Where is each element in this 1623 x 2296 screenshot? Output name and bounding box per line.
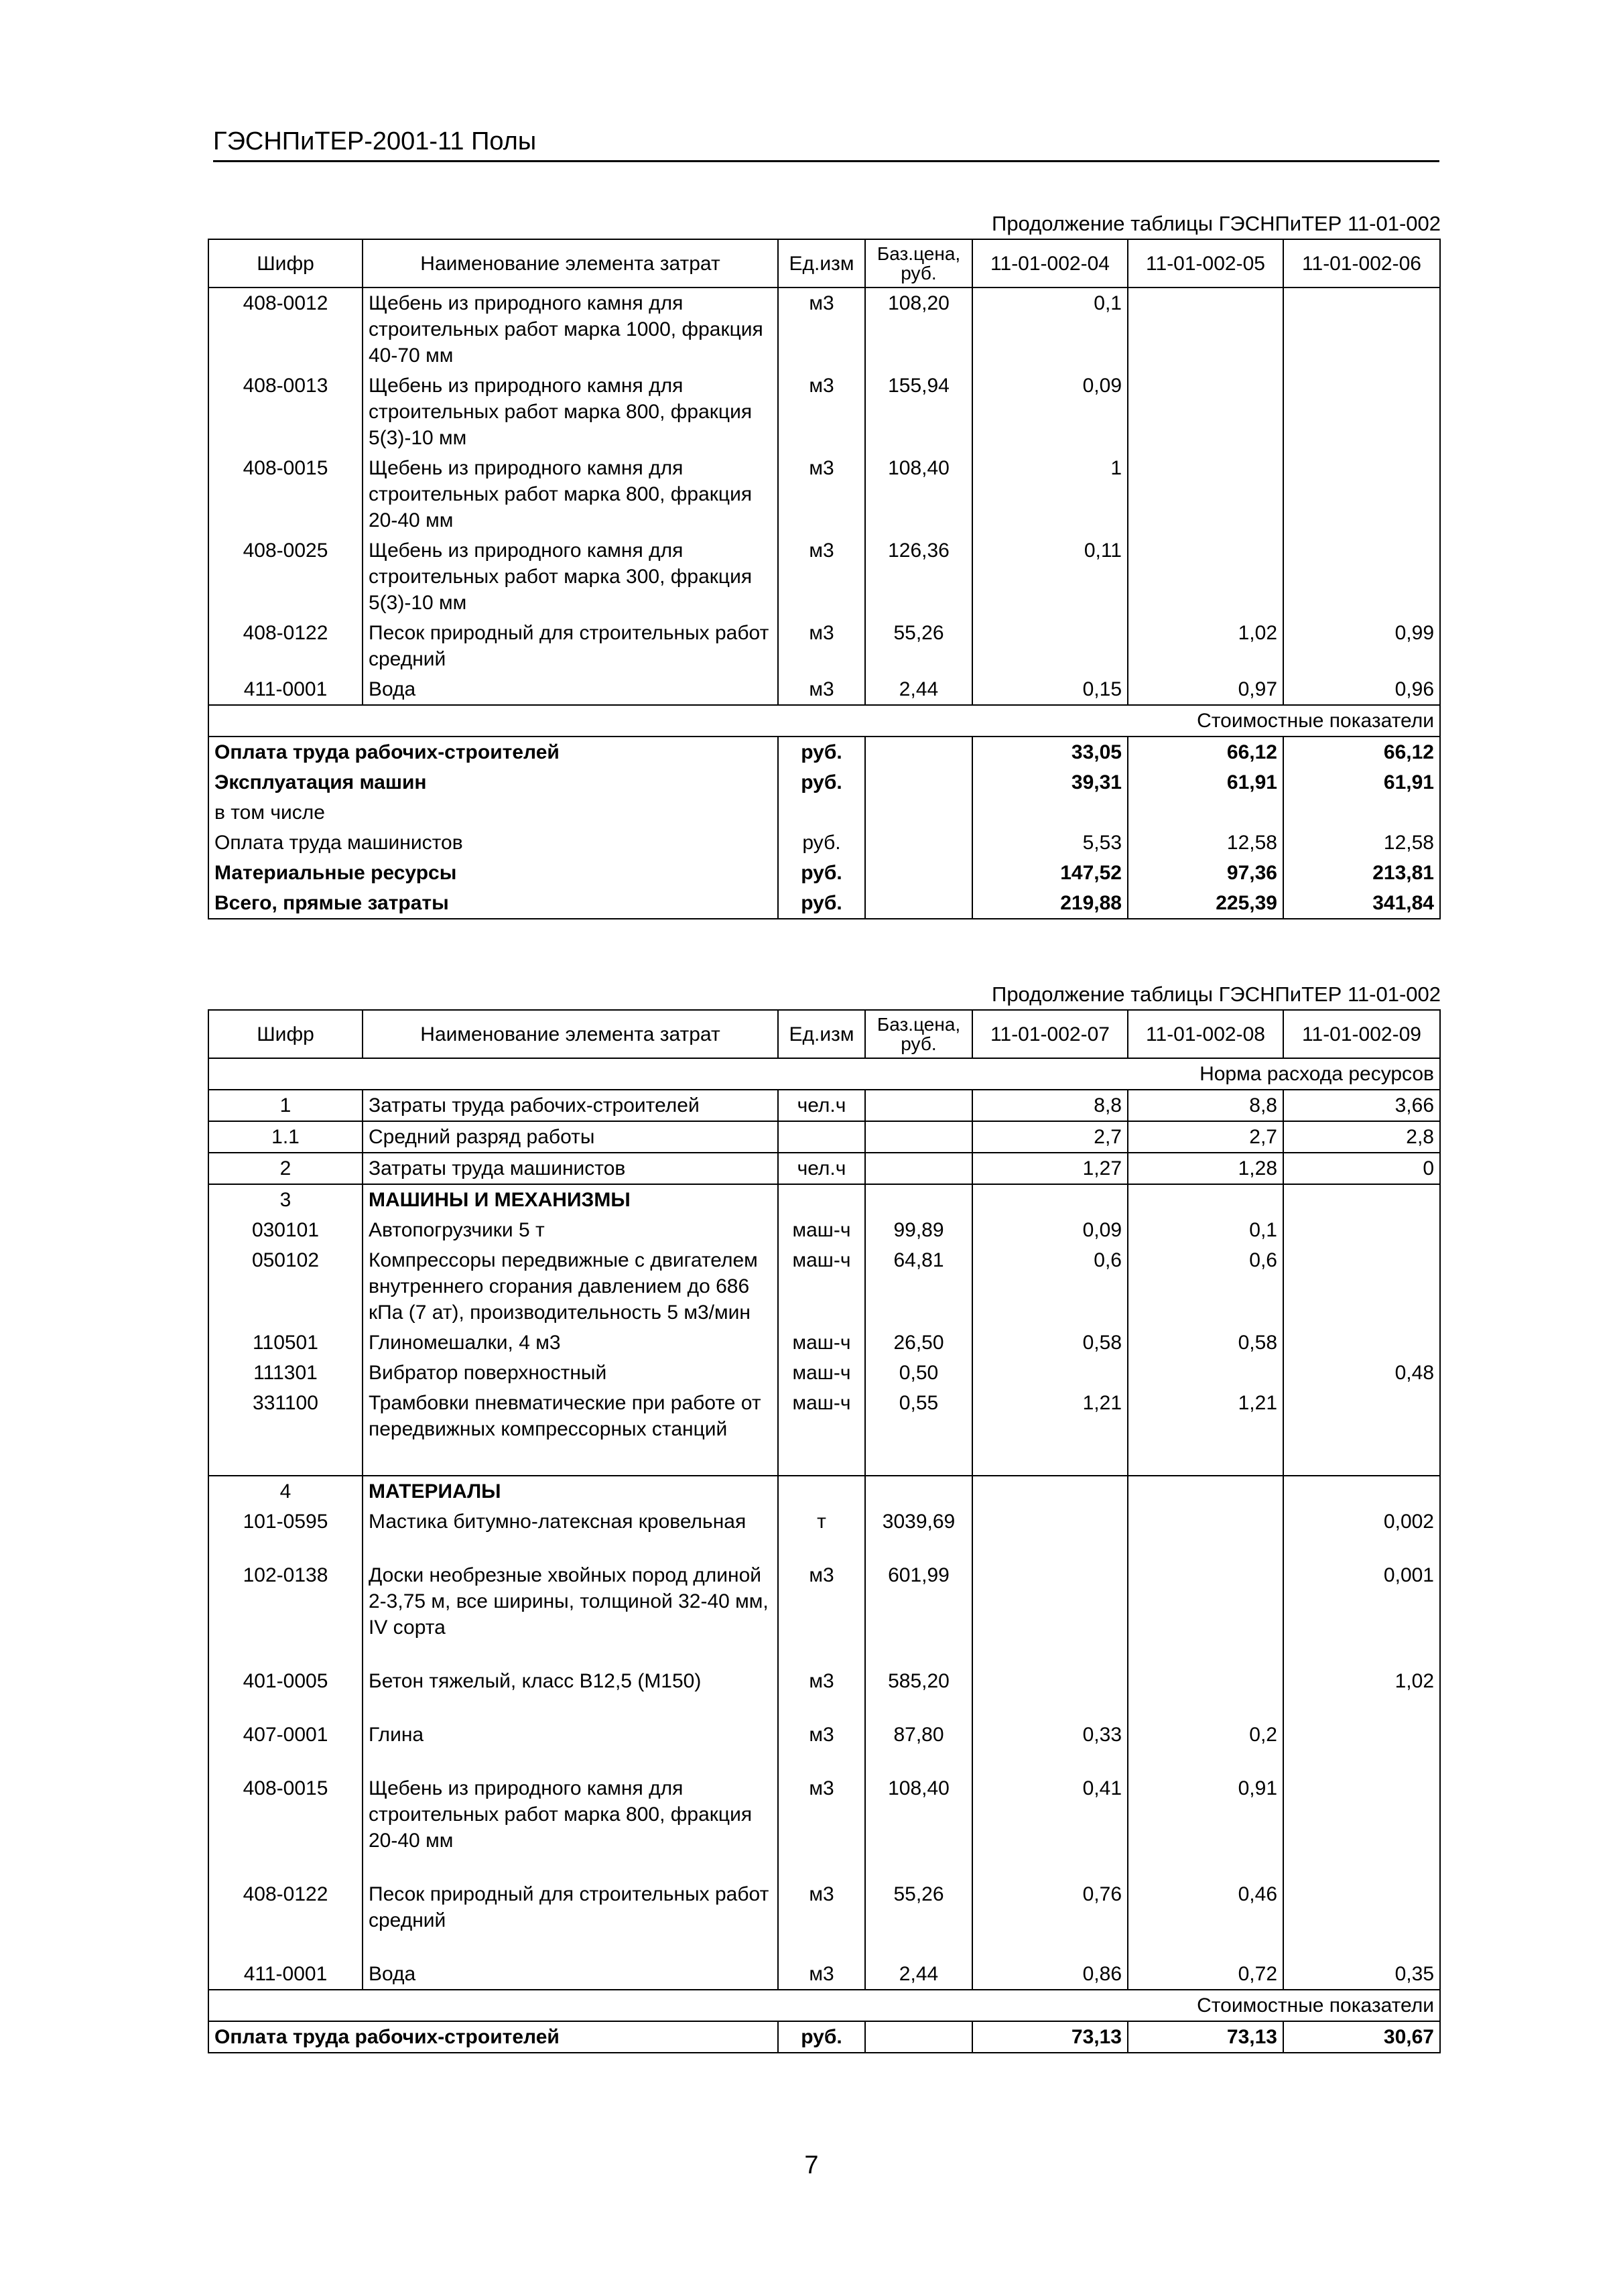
section-number: 4 (208, 1476, 363, 1507)
summary-value-2: 66,12 (1128, 737, 1283, 767)
summary-value-1: 73,13 (972, 2021, 1128, 2053)
resource-base-price: 108,40 (865, 453, 972, 535)
resource-unit (778, 1121, 865, 1153)
machine-row (208, 1328, 1440, 1358)
empty-cell (1283, 1184, 1440, 1215)
resource-name: Щебень из природного камня для строительных работ марка 1000, фракция 40-70 мм (363, 288, 778, 371)
summary-price-empty (865, 767, 972, 798)
resource-row (208, 535, 1440, 618)
resource-base-price: 2,44 (865, 1959, 972, 1990)
page-number: 7 (804, 2151, 819, 2179)
resource-name: Песок природный для строительных работ средний (363, 1879, 778, 1959)
resource-base-price: 108,20 (865, 288, 972, 371)
resource-unit: маш-ч (778, 1245, 865, 1328)
summary-label: в том числе (208, 798, 778, 828)
summary-value-1: 39,31 (972, 767, 1128, 798)
summary-row (208, 828, 1440, 858)
summary-row (208, 858, 1440, 888)
resource-value-2 (1128, 1507, 1283, 1560)
resource-base-price: 0,50 (865, 1358, 972, 1388)
header-unit: Ед.изм (778, 1010, 865, 1058)
machine-row (208, 1358, 1440, 1388)
resource-unit: чел.ч (778, 1153, 865, 1184)
resource-code: 110501 (208, 1328, 363, 1358)
table2-header-row (208, 1010, 1440, 1058)
resource-base-price: 55,26 (865, 618, 972, 674)
material-row (208, 1959, 1440, 1990)
resource-code: 411-0001 (208, 674, 363, 705)
header-price: Баз.цена, руб. (865, 1010, 972, 1058)
summary-unit: руб. (778, 888, 865, 919)
resource-base-price: 99,89 (865, 1215, 972, 1245)
resource-code: 1.1 (208, 1121, 363, 1153)
summary-label: Оплата труда машинистов (208, 828, 778, 858)
material-row (208, 1560, 1440, 1666)
resource-base-price: 55,26 (865, 1879, 972, 1959)
section-title: МАШИНЫ И МЕХАНИЗМЫ (363, 1184, 778, 1215)
resource-table-2 (208, 1009, 1441, 2053)
summary-row (208, 767, 1440, 798)
resource-name: Затраты труда рабочих-строителей (363, 1090, 778, 1121)
resource-value-2 (1128, 1358, 1283, 1388)
resource-norm-band (208, 1058, 1440, 1090)
resource-name: Средний разряд работы (363, 1121, 778, 1153)
resource-value-3 (1283, 1245, 1440, 1328)
resource-value-3: 0,48 (1283, 1358, 1440, 1388)
empty-cell (865, 1184, 972, 1215)
header-unit: Ед.изм (778, 239, 865, 288)
resource-name: Щебень из природного камня для строительных работ марка 800, фракция 20-40 мм (363, 1773, 778, 1879)
resource-base-price: 64,81 (865, 1245, 972, 1328)
summary-value-2: 97,36 (1128, 858, 1283, 888)
summary-value-2: 73,13 (1128, 2021, 1283, 2053)
resource-value-1: 0,33 (972, 1720, 1128, 1773)
resource-unit: м3 (778, 674, 865, 705)
resource-unit: м3 (778, 288, 865, 371)
resource-value-2: 1,21 (1128, 1388, 1283, 1444)
cost-indicators-band-label: Стоимостные показатели (208, 705, 1440, 737)
labor-row (208, 1090, 1440, 1121)
resource-value-2 (1128, 535, 1283, 618)
resource-unit: м3 (778, 371, 865, 453)
resource-name: Мастика битумно-латексная кровельная (363, 1507, 778, 1560)
resource-unit: м3 (778, 1720, 865, 1773)
summary-label: Эксплуатация машин (208, 767, 778, 798)
summary-label: Материальные ресурсы (208, 858, 778, 888)
empty-cell (1128, 1476, 1283, 1507)
resource-value-3 (1283, 288, 1440, 371)
resource-value-2: 0,46 (1128, 1879, 1283, 1959)
resource-name: Глина (363, 1720, 778, 1773)
resource-value-1 (972, 618, 1128, 674)
resource-row (208, 371, 1440, 453)
resource-base-price: 108,40 (865, 1773, 972, 1879)
resource-code: 030101 (208, 1215, 363, 1245)
material-row (208, 1773, 1440, 1879)
resource-base-price: 3039,69 (865, 1507, 972, 1560)
cost-indicators-band (208, 1990, 1440, 2021)
resource-name: Трамбовки пневматические при работе от передвижных компрессорных станций (363, 1388, 778, 1444)
summary-unit: руб. (778, 828, 865, 858)
table2-continuation-note: Продолжение таблицы ГЭСНПиТЕР 11-01-002 (992, 982, 1441, 1006)
resource-value-1: 2,7 (972, 1121, 1128, 1153)
resource-value-1: 8,8 (972, 1090, 1128, 1121)
resource-name: Вода (363, 1959, 778, 1990)
resource-value-1 (972, 1666, 1128, 1720)
summary-unit: руб. (778, 737, 865, 767)
summary-value-3: 12,58 (1283, 828, 1440, 858)
empty-cell (778, 1444, 865, 1476)
resource-value-1: 0,09 (972, 371, 1128, 453)
header-col-04: 11-01-002-04 (972, 239, 1128, 288)
section-title: МАТЕРИАЛЫ (363, 1476, 778, 1507)
summary-value-1 (972, 798, 1128, 828)
resource-value-2: 1,02 (1128, 618, 1283, 674)
resource-unit: маш-ч (778, 1215, 865, 1245)
resource-unit: м3 (778, 1666, 865, 1720)
summary-row (208, 2021, 1440, 2053)
summary-price-empty (865, 858, 972, 888)
resource-code: 050102 (208, 1245, 363, 1328)
empty-cell (1283, 1444, 1440, 1476)
summary-unit: руб. (778, 2021, 865, 2053)
resource-value-1 (972, 1507, 1128, 1560)
resource-name: Песок природный для строительных работ средний (363, 618, 778, 674)
empty-cell (865, 1476, 972, 1507)
resource-unit: маш-ч (778, 1328, 865, 1358)
resource-value-2: 0,91 (1128, 1773, 1283, 1879)
resource-value-1: 0,1 (972, 288, 1128, 371)
resource-code: 401-0005 (208, 1666, 363, 1720)
empty-cell (972, 1444, 1128, 1476)
resource-name: Глиномешалки, 4 м3 (363, 1328, 778, 1358)
resource-value-3: 2,8 (1283, 1121, 1440, 1153)
resource-table-1 (208, 239, 1441, 919)
resource-value-2: 0,1 (1128, 1215, 1283, 1245)
resource-value-3 (1283, 1773, 1440, 1879)
empty-cell (1128, 1444, 1283, 1476)
resource-value-3: 0,001 (1283, 1560, 1440, 1666)
resource-value-2: 2,7 (1128, 1121, 1283, 1153)
summary-value-1: 33,05 (972, 737, 1128, 767)
summary-row (208, 798, 1440, 828)
resource-norm-band-label: Норма расхода ресурсов (208, 1058, 1440, 1090)
resource-unit: м3 (778, 535, 865, 618)
summary-value-3 (1283, 798, 1440, 828)
header-code: Шифр (208, 1010, 363, 1058)
spacer-row (208, 1444, 1440, 1476)
resource-unit: м3 (778, 1773, 865, 1879)
resource-name: Автопогрузчики 5 т (363, 1215, 778, 1245)
resource-row (208, 618, 1440, 674)
header-col-06: 11-01-002-06 (1283, 239, 1440, 288)
header-col-08: 11-01-002-08 (1128, 1010, 1283, 1058)
resource-value-2 (1128, 453, 1283, 535)
resource-unit: маш-ч (778, 1358, 865, 1388)
resource-code: 408-0025 (208, 535, 363, 618)
resource-base-price: 0,55 (865, 1388, 972, 1444)
resource-value-1 (972, 1358, 1128, 1388)
resource-value-3: 0,96 (1283, 674, 1440, 705)
summary-value-1: 219,88 (972, 888, 1128, 919)
resource-value-2: 0,72 (1128, 1959, 1283, 1990)
header-code: Шифр (208, 239, 363, 288)
resource-value-3: 3,66 (1283, 1090, 1440, 1121)
empty-cell (778, 1184, 865, 1215)
resource-code: 408-0122 (208, 1879, 363, 1959)
resource-name: Затраты труда машинистов (363, 1153, 778, 1184)
resource-value-1: 0,41 (972, 1773, 1128, 1879)
material-row (208, 1720, 1440, 1773)
resource-value-3: 0,002 (1283, 1507, 1440, 1560)
header-col-05: 11-01-002-05 (1128, 239, 1283, 288)
empty-cell (208, 1444, 363, 1476)
resource-code: 1 (208, 1090, 363, 1121)
resource-row (208, 453, 1440, 535)
resource-value-2: 0,6 (1128, 1245, 1283, 1328)
summary-unit: руб. (778, 858, 865, 888)
machines-section-row (208, 1184, 1440, 1215)
resource-value-3 (1283, 1879, 1440, 1959)
resource-name: Бетон тяжелый, класс В12,5 (М150) (363, 1666, 778, 1720)
resource-value-1: 0,58 (972, 1328, 1128, 1358)
summary-unit (778, 798, 865, 828)
summary-row (208, 737, 1440, 767)
resource-code: 408-0012 (208, 288, 363, 371)
labor-row (208, 1153, 1440, 1184)
resource-unit: маш-ч (778, 1388, 865, 1444)
machine-row (208, 1388, 1440, 1444)
resource-row (208, 288, 1440, 371)
summary-value-1: 5,53 (972, 828, 1128, 858)
summary-value-2 (1128, 798, 1283, 828)
resource-value-3 (1283, 1388, 1440, 1444)
resource-base-price (865, 1090, 972, 1121)
resource-code: 407-0001 (208, 1720, 363, 1773)
resource-value-1: 0,11 (972, 535, 1128, 618)
summary-value-3: 213,81 (1283, 858, 1440, 888)
resource-value-2 (1128, 1666, 1283, 1720)
resource-name: Вода (363, 674, 778, 705)
header-col-09: 11-01-002-09 (1283, 1010, 1440, 1058)
resource-value-1: 1,21 (972, 1388, 1128, 1444)
resource-base-price (865, 1121, 972, 1153)
summary-value-3: 30,67 (1283, 2021, 1440, 2053)
resource-value-2: 0,58 (1128, 1328, 1283, 1358)
resource-unit: м3 (778, 1959, 865, 1990)
resource-base-price: 155,94 (865, 371, 972, 453)
resource-value-3 (1283, 1328, 1440, 1358)
summary-label: Оплата труда рабочих-строителей (208, 737, 778, 767)
summary-label: Всего, прямые затраты (208, 888, 778, 919)
resource-value-2: 0,2 (1128, 1720, 1283, 1773)
resource-unit: м3 (778, 1879, 865, 1959)
page-header: ГЭСНПиТЕР-2001-11 Полы (213, 127, 1439, 162)
header-col-07: 11-01-002-07 (972, 1010, 1128, 1058)
resource-unit: т (778, 1507, 865, 1560)
material-row (208, 1507, 1440, 1560)
resource-value-1: 1 (972, 453, 1128, 535)
resource-value-3: 0,99 (1283, 618, 1440, 674)
resource-value-3 (1283, 371, 1440, 453)
resource-unit: чел.ч (778, 1090, 865, 1121)
labor-row (208, 1121, 1440, 1153)
resource-value-1: 0,15 (972, 674, 1128, 705)
resource-row (208, 674, 1440, 705)
machine-row (208, 1245, 1440, 1328)
empty-cell (972, 1476, 1128, 1507)
machine-row (208, 1215, 1440, 1245)
resource-value-1: 0,86 (972, 1959, 1128, 1990)
summary-price-empty (865, 888, 972, 919)
resource-value-1: 0,09 (972, 1215, 1128, 1245)
resource-value-3 (1283, 1720, 1440, 1773)
resource-code: 2 (208, 1153, 363, 1184)
resource-value-1: 0,76 (972, 1879, 1128, 1959)
resource-value-2: 8,8 (1128, 1090, 1283, 1121)
resource-code: 408-0122 (208, 618, 363, 674)
resource-code: 331100 (208, 1388, 363, 1444)
resource-code: 102-0138 (208, 1560, 363, 1666)
empty-cell (363, 1444, 778, 1476)
resource-name: Щебень из природного камня для строительных работ марка 800, фракция 20-40 мм (363, 453, 778, 535)
resource-value-2: 0,97 (1128, 674, 1283, 705)
table1-header-row (208, 239, 1440, 288)
summary-price-empty (865, 798, 972, 828)
resource-value-1: 1,27 (972, 1153, 1128, 1184)
resource-base-price: 87,80 (865, 1720, 972, 1773)
summary-value-2: 225,39 (1128, 888, 1283, 919)
resource-base-price: 2,44 (865, 674, 972, 705)
summary-row (208, 888, 1440, 919)
resource-base-price: 585,20 (865, 1666, 972, 1720)
resource-base-price: 126,36 (865, 535, 972, 618)
resource-value-3 (1283, 1215, 1440, 1245)
material-row (208, 1666, 1440, 1720)
resource-value-1: 0,6 (972, 1245, 1128, 1328)
section-number: 3 (208, 1184, 363, 1215)
resource-name: Доски необрезные хвойных пород длиной 2-3,75 м, все ширины, толщиной 32-40 мм, IV сорта (363, 1560, 778, 1666)
resource-code: 408-0015 (208, 453, 363, 535)
summary-value-2: 61,91 (1128, 767, 1283, 798)
resource-unit: м3 (778, 618, 865, 674)
resource-value-3: 0,35 (1283, 1959, 1440, 1990)
header-price: Баз.цена, руб. (865, 239, 972, 288)
empty-cell (778, 1476, 865, 1507)
empty-cell (865, 1444, 972, 1476)
resource-code: 408-0015 (208, 1773, 363, 1879)
resource-name: Щебень из природного камня для строительных работ марка 800, фракция 5(3)-10 мм (363, 371, 778, 453)
resource-value-2 (1128, 288, 1283, 371)
empty-cell (1283, 1476, 1440, 1507)
cost-indicators-band-label: Стоимостные показатели (208, 1990, 1440, 2021)
header-name: Наименование элемента затрат (363, 1010, 778, 1058)
empty-cell (1128, 1184, 1283, 1215)
resource-value-3: 0 (1283, 1153, 1440, 1184)
resource-base-price (865, 1153, 972, 1184)
summary-value-3: 61,91 (1283, 767, 1440, 798)
cost-indicators-band (208, 705, 1440, 737)
resource-name: Вибратор поверхностный (363, 1358, 778, 1388)
summary-label: Оплата труда рабочих-строителей (208, 2021, 778, 2053)
header-name: Наименование элемента затрат (363, 239, 778, 288)
summary-unit: руб. (778, 767, 865, 798)
summary-price-empty (865, 828, 972, 858)
resource-code: 411-0001 (208, 1959, 363, 1990)
resource-unit: м3 (778, 453, 865, 535)
resource-base-price: 26,50 (865, 1328, 972, 1358)
resource-unit: м3 (778, 1560, 865, 1666)
resource-value-2 (1128, 371, 1283, 453)
resource-value-3 (1283, 535, 1440, 618)
resource-value-3 (1283, 453, 1440, 535)
materials-section-row (208, 1476, 1440, 1507)
resource-value-2 (1128, 1560, 1283, 1666)
table1-continuation-note: Продолжение таблицы ГЭСНПиТЕР 11-01-002 (992, 212, 1441, 235)
material-row (208, 1879, 1440, 1959)
resource-name: Щебень из природного камня для строительных работ марка 300, фракция 5(3)-10 мм (363, 535, 778, 618)
resource-code: 408-0013 (208, 371, 363, 453)
resource-value-3: 1,02 (1283, 1666, 1440, 1720)
empty-cell (972, 1184, 1128, 1215)
resource-code: 111301 (208, 1358, 363, 1388)
summary-value-1: 147,52 (972, 858, 1128, 888)
summary-price-empty (865, 2021, 972, 2053)
resource-code: 101-0595 (208, 1507, 363, 1560)
summary-price-empty (865, 737, 972, 767)
summary-value-2: 12,58 (1128, 828, 1283, 858)
summary-value-3: 66,12 (1283, 737, 1440, 767)
resource-value-2: 1,28 (1128, 1153, 1283, 1184)
resource-name: Компрессоры передвижные с двигателем внутреннего сгорания давлением до 686 кПа (7 ат), производительность 5 м3/мин (363, 1245, 778, 1328)
resource-base-price: 601,99 (865, 1560, 972, 1666)
resource-value-1 (972, 1560, 1128, 1666)
summary-value-3: 341,84 (1283, 888, 1440, 919)
